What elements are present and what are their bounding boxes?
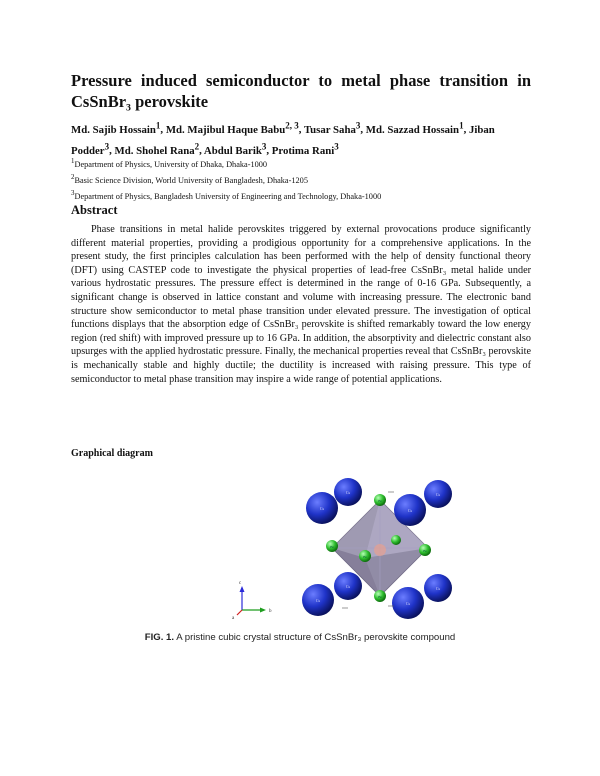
affiliation-item: $^2$Basic Science Division, World University of Bangladesh, Dhaka-1205	[71, 173, 308, 185]
axes-indicator	[232, 581, 272, 620]
svg-text:Br: Br	[378, 499, 382, 503]
svg-text:Cs: Cs	[315, 598, 321, 603]
svg-text:b: b	[269, 609, 272, 614]
svg-text:Br: Br	[423, 549, 427, 553]
abstract-heading: Abstract	[71, 203, 118, 217]
svg-text:Cs: Cs	[345, 490, 351, 495]
figure-caption	[0, 632, 600, 643]
author-name: Protima Rani$^3$	[271, 141, 339, 157]
crystal-structure-figure	[230, 470, 470, 620]
caption-label: FIG. 1.	[144, 632, 175, 643]
br-atom	[359, 550, 371, 562]
author-name: Abdul Barik$^3$	[203, 141, 267, 157]
svg-text:Br: Br	[378, 595, 382, 599]
author-name: Tusar Saha$^3$	[303, 120, 361, 136]
cs-atom	[424, 574, 452, 602]
svg-text:Cs: Cs	[407, 508, 413, 513]
abstract-text: Phase transitions in metal halide perovskites triggered by external provocations produce significantly different material properties, providing a prodigious opportunity for a comprehensive applications. In the present study, the first principles calculation has been performed with the help of density functional theory (DFT) using CASTEP code to investigate the physical properties of lead-free CsSnBr₃ metal halide under various hydrostatic pressures. The pressure effect is determined in the range of 0-16 GPa. Subsequently, a significant change is observed in lattice constant and volume with increasing pressure. The electronic band structure show semiconductor to metal phase transition under elevated pressure. The investigation of optical functions displays that the absorption edge of CsSnBr₃ perovskite is shifted remarkably toward the low energy region (red shift) with improved pressure up to 16 GPa. In addition, the absorptivity and dielectric constant also upsurges with the applied hydrostatic pressure. Finally, the mechanical properties reveal that CsSnBr₃ perovskite is mechanically stable and highly ductile; the ductility is increased with raising pressure. This type of semiconductor to metal phase transition may inspire a wide range of potential applications.	[71, 224, 531, 385]
author-affiliation-mark: 1	[459, 120, 464, 130]
cs-atom	[302, 584, 334, 616]
svg-text:a: a	[232, 616, 235, 620]
cs-atom	[306, 492, 338, 524]
author-name: Md. Majibul Haque Babu$^{2, 3}$	[165, 120, 299, 136]
svg-text:Cs: Cs	[319, 506, 325, 511]
cs-atom	[334, 572, 362, 600]
cs-atom	[424, 480, 452, 508]
author-affiliation-mark: 3	[334, 141, 339, 152]
paper-title: Pressure induced semiconductor to metal phase transition in CsSnBr₃ perovskite	[71, 71, 531, 111]
svg-text:Cs: Cs	[435, 492, 441, 497]
cs-atom	[392, 587, 424, 619]
br-atom	[374, 494, 386, 506]
cs-atom	[394, 494, 426, 526]
svg-text:Cs: Cs	[435, 586, 441, 591]
caption-text: A pristine cubic crystal structure of CsSnBr₃ perovskite compound	[176, 632, 456, 643]
svg-text:Br: Br	[363, 555, 367, 559]
author-name: Md. Sazzad Hossain$^1$	[365, 120, 464, 136]
svg-text:Cs: Cs	[345, 584, 351, 589]
graphical-diagram-heading: Graphical diagram	[71, 448, 153, 459]
author-name: Jiban Podder$^3$	[71, 123, 495, 157]
author-affiliation-mark: 3	[261, 141, 267, 152]
affiliation-item: $^3$Department of Physics, Bangladesh University of Engineering and Technology, Dhaka-1000	[71, 189, 382, 201]
author-affiliation-mark: 3	[355, 120, 361, 130]
author-affiliation-mark: 2	[194, 141, 200, 152]
affiliation-list	[71, 155, 531, 202]
author-affiliation-mark: 2, 3	[285, 120, 299, 130]
cs-atom	[334, 478, 362, 506]
br-atom	[374, 590, 386, 602]
author-list: Md. Sajib Hossain$^1$, Md. Majibul Haque Babu$^{2, 3}$, Tusar Saha$^3$, Md. Sazzad Hossain$^1$, Jiban Podder$^3$, Md. Shohel Rana$^2$, Abdul Barik$^3$, Protima Rani$^3$	[71, 120, 495, 157]
br-atom	[391, 535, 401, 545]
svg-text:c: c	[239, 581, 242, 586]
affiliation-item: $^1$Department of Physics, University of Dhaka, Dhaka-1000	[71, 158, 268, 169]
svg-text:Br: Br	[330, 545, 334, 549]
author-affiliation-mark: 3	[104, 141, 110, 152]
br-atom	[326, 540, 338, 552]
svg-text:Cs: Cs	[405, 601, 411, 606]
author-name: Md. Sajib Hossain$^1$	[71, 120, 161, 136]
author-name: Md. Shohel Rana$^2$	[114, 141, 200, 157]
br-atom	[419, 544, 431, 556]
author-affiliation-mark: 1	[155, 120, 161, 130]
